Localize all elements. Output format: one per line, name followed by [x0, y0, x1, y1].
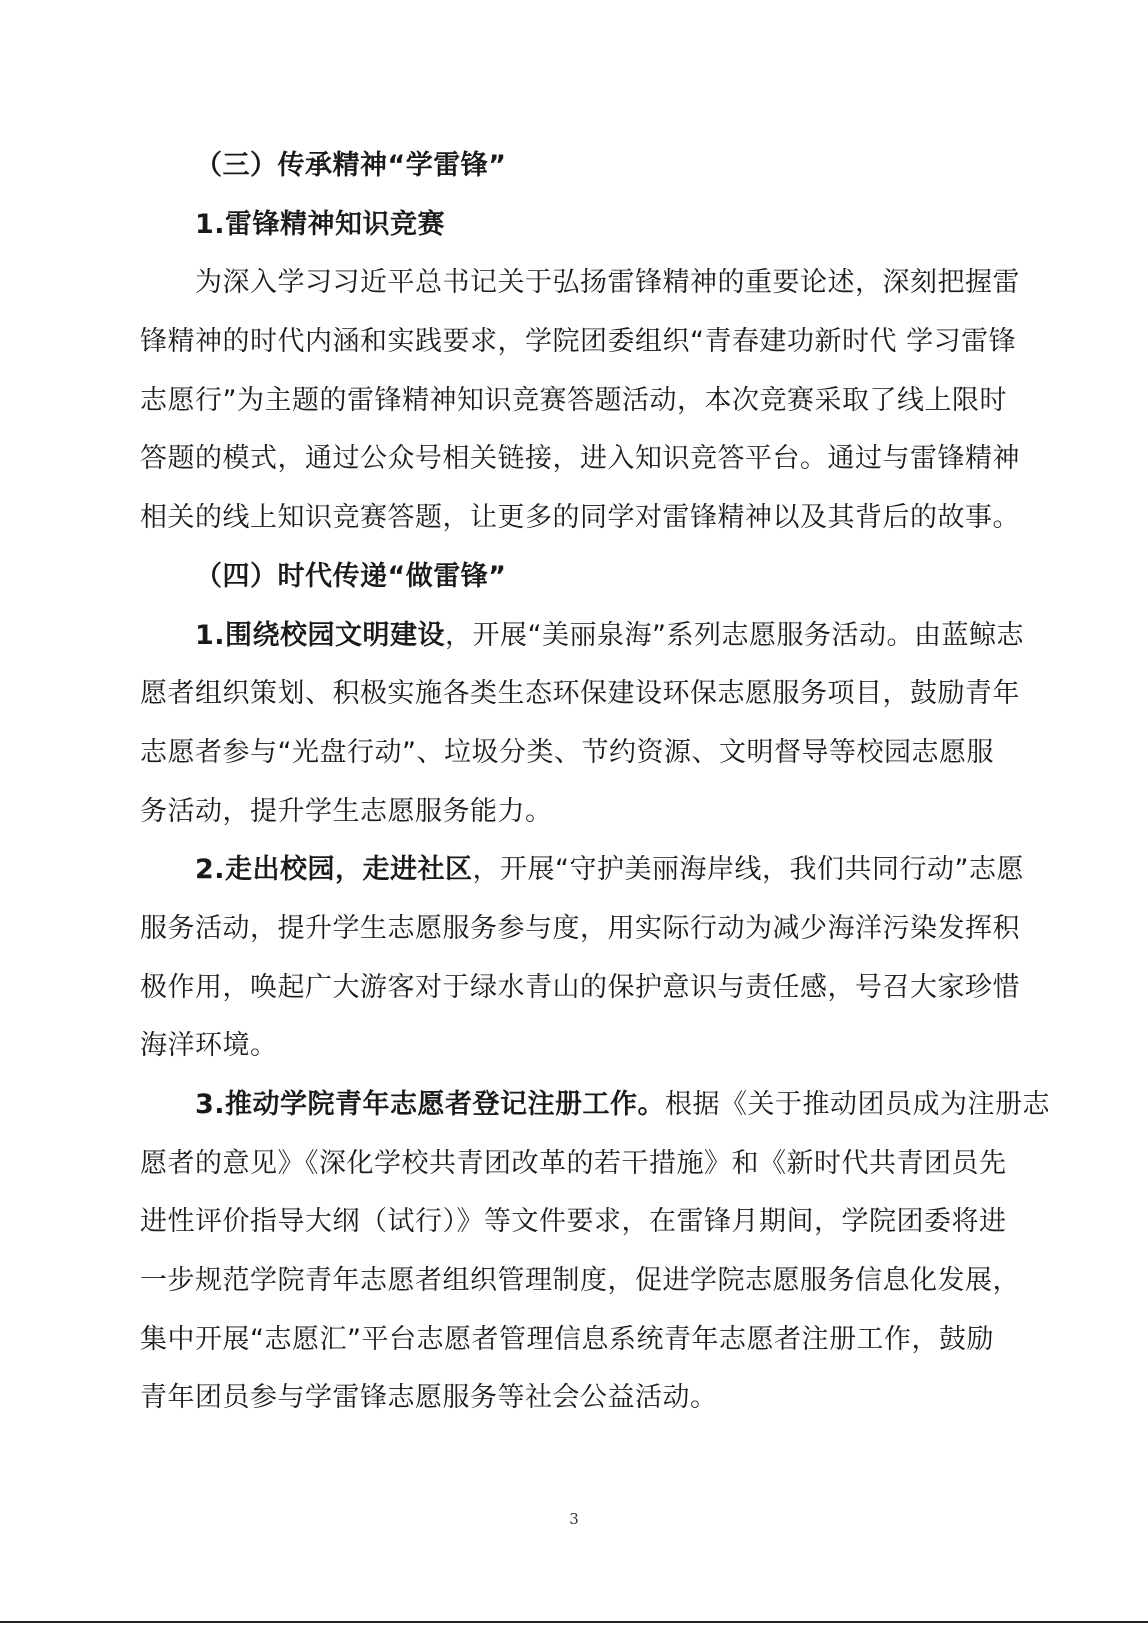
paragraph-line	[140, 841, 1025, 900]
paragraph-line: 答题的模式，通过公众号相关链接，进入知识竞答平台。通过与雷锋精神	[140, 443, 1020, 475]
paragraph-line: 锋精神的时代内涵和实践要求，学院团委组织“青春建功新时代 学习雷锋	[140, 326, 1017, 358]
paragraph-line: 志愿行”为主题的雷锋精神知识竞赛答题活动，本次竞赛采取了线上限时	[140, 384, 1007, 416]
item-title-knowledge-contest: 1.雷锋精神知识竞赛	[195, 208, 446, 240]
item-text: ，开展“守护美丽海岸线，我们共同行动”志愿	[472, 854, 1025, 886]
paragraph-line: 志愿者参与“光盘行动”、垃圾分类、节约资源、文明督导等校园志愿服	[140, 736, 994, 768]
item-lead-community: 2.走出校园，走进社区	[195, 854, 473, 886]
paragraph-line: 海洋环境。	[140, 1030, 278, 1062]
paragraph-line: 服务活动，提升学生志愿服务参与度，用实际行动为减少海洋污染发挥积	[140, 912, 1020, 944]
document-body	[140, 137, 1051, 1428]
paragraph-line	[140, 1076, 1051, 1135]
paragraph-line: 为深入学习习近平总书记关于弘扬雷锋精神的重要论述，深刻把握雷	[195, 267, 1020, 299]
item-text: ，开展“美丽泉海”系列志愿服务活动。由蓝鲸志	[445, 619, 1025, 651]
page-bottom-rule	[0, 1621, 1148, 1623]
section-heading-3: （三）传承精神“学雷锋”	[195, 150, 507, 181]
item-lead-campus: 1.围绕校园文明建设	[195, 619, 446, 651]
page-number: 3	[569, 1510, 579, 1528]
paragraph-line: 极作用，唤起广大游客对于绿水青山的保护意识与责任感，号召大家珍惜	[140, 971, 1020, 1003]
paragraph-line: 务活动，提升学生志愿服务能力。	[140, 795, 553, 827]
paragraph-line: 青年团员参与学雷锋志愿服务等社会公益活动。	[140, 1382, 718, 1414]
paragraph-line: 集中开展“志愿汇”平台志愿者管理信息系统青年志愿者注册工作，鼓励	[140, 1323, 994, 1355]
paragraph-line: 愿者组织策划、积极实施各类生态环保建设环保志愿服务项目，鼓励青年	[140, 678, 1020, 710]
paragraph-line: 进性评价指导大纲（试行）》等文件要求，在雷锋月期间，学院团委将进	[140, 1206, 1007, 1238]
item-lead-registration: 3.推动学院青年志愿者登记注册工作。	[195, 1089, 666, 1120]
section-heading-4: （四）时代传递“做雷锋”	[195, 560, 507, 592]
item-text: 根据《关于推动团员成为注册志	[665, 1089, 1051, 1120]
paragraph-line	[140, 607, 1025, 666]
paragraph-line: 一步规范学院青年志愿者组织管理制度，促进学院志愿服务信息化发展，	[140, 1265, 1020, 1297]
paragraph-line: 愿者的意见》《深化学校共青团改革的若干措施》和《新时代共青团员先	[140, 1147, 1007, 1179]
paragraph-line: 相关的线上知识竞赛答题，让更多的同学对雷锋精神以及其背后的故事。	[140, 502, 1020, 534]
